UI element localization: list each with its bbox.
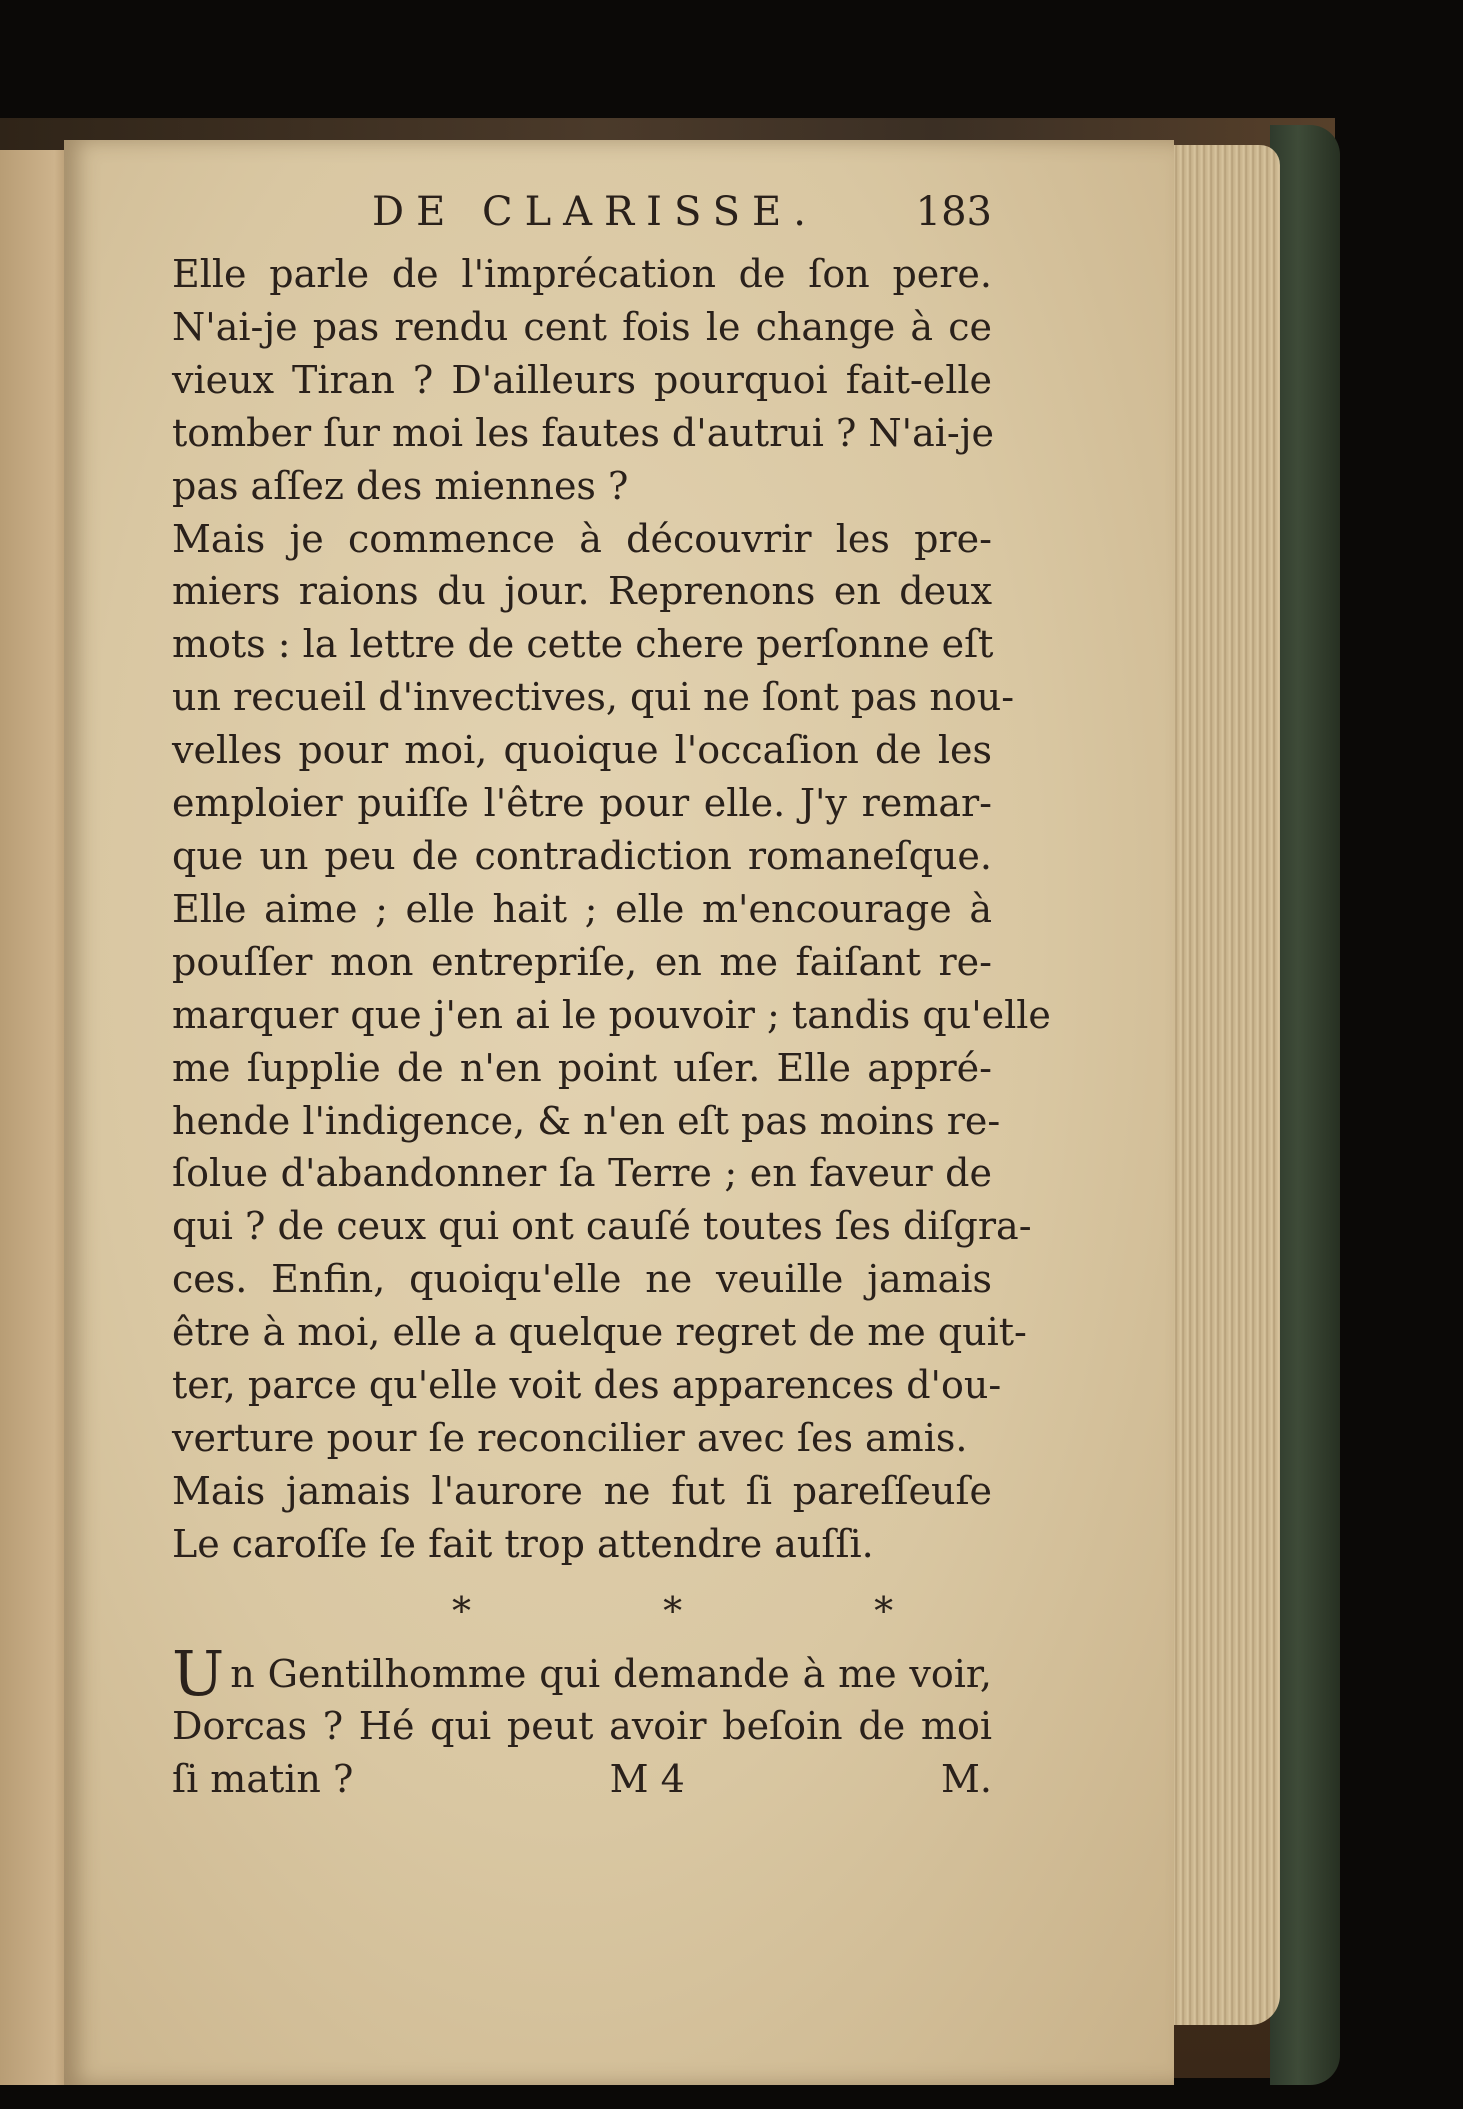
text-line: Mais je commence à découvrir les pre- xyxy=(172,516,992,561)
page-text xyxy=(172,186,1051,1806)
signature-mark: M 4 xyxy=(609,1757,685,1802)
text-line: qui ? de ceux qui ont cauſé toutes ſes diſgra- xyxy=(172,1204,1032,1249)
text-line: velles pour moi, quoique l'occaſion de les xyxy=(172,728,992,773)
text-line: Le caroſſe ſe fait trop attendre auſſi. xyxy=(172,1521,874,1566)
text-line: vieux Tiran ? D'ailleurs pourquoi fait-elle xyxy=(172,357,992,402)
text-line: ces. Enfin, quoiqu'elle ne veuille jamais xyxy=(172,1257,992,1302)
text-line: hende l'indigence, & n'en eſt pas moins re- xyxy=(172,1098,1001,1143)
page-header xyxy=(172,186,992,248)
text-line: me ſupplie de n'en point uſer. Elle appré- xyxy=(172,1045,992,1090)
catchword: M. xyxy=(940,1757,992,1802)
text-line: Elle parle de l'imprécation de ſon pere. xyxy=(172,252,992,296)
text-line: Mais jamais l'aurore ne fut ſi pareſſeuſe xyxy=(172,1468,992,1513)
text-line: N'ai-je pas rendu cent fois le change à ce xyxy=(172,304,992,349)
running-title: DE CLARISSE. xyxy=(372,189,818,235)
text-line: Elle aime ; elle hait ; elle m'encourage à xyxy=(172,886,992,931)
drop-cap: U xyxy=(172,1636,225,1710)
text-line: emploier puiſſe l'être pour elle. J'y remar- xyxy=(172,781,992,826)
text-line: n Gentilhomme qui demande à me voir, xyxy=(230,1651,992,1696)
paragraph-1 xyxy=(172,248,995,513)
paragraph-2 xyxy=(172,513,1051,1465)
paragraph-4 xyxy=(172,1636,992,1807)
text-line: ter, parce qu'elle voit des apparences d'ou- xyxy=(172,1363,1002,1408)
text-line: Dorcas ? Hé qui peut avoir beſoin de moi xyxy=(172,1704,992,1749)
page-footer-line xyxy=(172,1753,992,1806)
text-line: un recueil d'invectives, qui ne ſont pas nou- xyxy=(172,675,1015,720)
text-line: tomber ſur moi les fautes d'autrui ? N'ai-je xyxy=(172,410,995,455)
text-line: pas aſſez des miennes ? xyxy=(172,463,629,508)
page-number: 183 xyxy=(915,189,992,235)
text-line: ſolue d'abandonner ſa Terre ; en faveur de xyxy=(172,1151,992,1196)
text-line: ſi matin ? xyxy=(172,1757,354,1802)
book-board-edge xyxy=(1270,125,1340,2085)
paragraph-3 xyxy=(172,1465,992,1571)
text-line: être à moi, elle a quelque regret de me quit- xyxy=(172,1310,1027,1355)
text-line: verture pour ſe reconcilier avec ſes amis. xyxy=(172,1415,968,1460)
text-line: pouſſer mon entrepriſe, en me faiſant re- xyxy=(172,939,992,984)
text-line: mots : la lettre de cette chere perſonne eſt xyxy=(172,622,994,667)
section-separator: * * * xyxy=(452,1588,984,1633)
text-line: marquer que j'en ai le pouvoir ; tandis qu'elle xyxy=(172,992,1051,1037)
text-line: miers raions du jour. Reprenons en deux xyxy=(172,569,992,614)
text-line: que un peu de contradiction romaneſque. xyxy=(172,833,992,878)
